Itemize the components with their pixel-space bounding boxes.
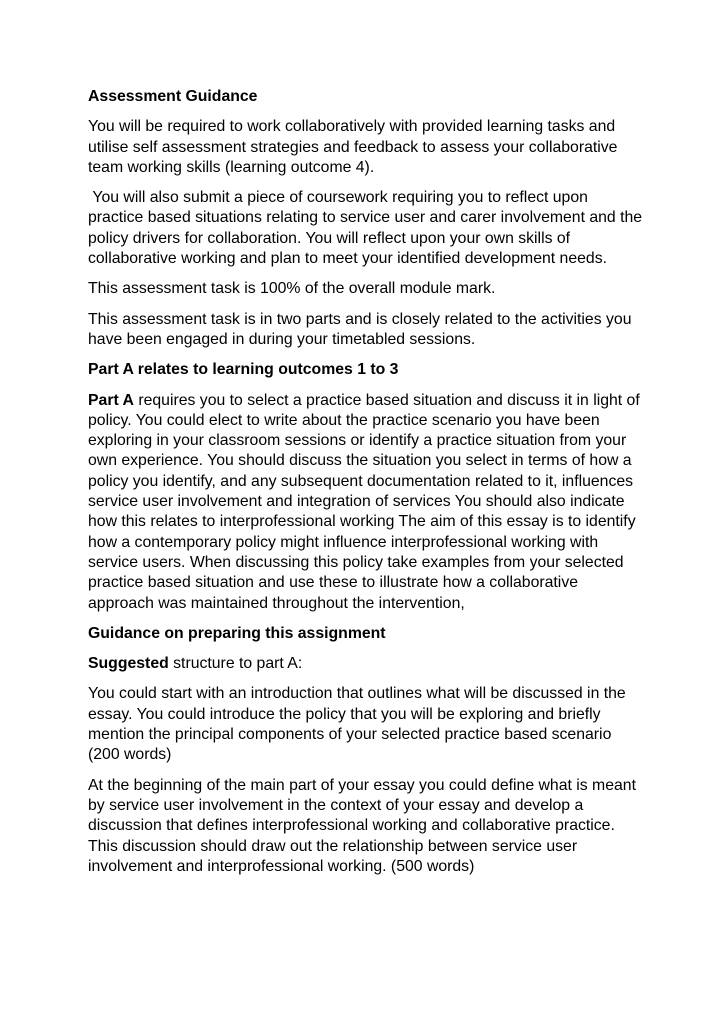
heading-assessment-guidance: Assessment Guidance: [88, 88, 258, 105]
suggested-lead: Suggested: [88, 655, 169, 673]
paragraph-module-mark: This assessment task is 100% of the overall module mark.: [88, 280, 496, 298]
paragraph-introduction: You could start with an introduction that outlines what will be discussed in the essay. You could introduce the policy that you will be exploring and briefly mention the principal components of your selected practice based scenario (200 words): [88, 685, 626, 764]
part-a-body: requires you to select a practice based situation and discuss it in light of policy. You could elect to write about the practice scenario you have been exploring in your classroom sessions or identify a practice situation from your own experience. You should discuss the situation you select in terms of how a policy you identify, and any subsequent documentation related to it, influences service user involvement and integration of services You should also indicate how this relates to interprofessional working The aim of this essay is to identify how a contemporary policy might influence interprofessional working with service users. When discussing this policy take examples from your selected practice based situation and use these to illustrate how a collaborative approach was maintained throughout the intervention,: [88, 391, 640, 612]
paragraph-collaborative-tasks: You will be required to work collaboratively with provided learning tasks and utilise self assessment strategies and feedback to assess your collaborative team working skills (learning outcome 4).: [88, 118, 618, 176]
paragraph-two-parts: This assessment task is in two parts and is closely related to the activities you have been engaged in during your timetabled sessions.: [88, 310, 632, 348]
heading-guidance: Guidance on preparing this assignment: [88, 624, 386, 642]
heading-part-a: Part A relates to learning outcomes 1 to 3: [88, 361, 399, 379]
paragraph-part-a: [88, 391, 643, 614]
part-a-lead: Part A: [88, 391, 134, 409]
paragraph-suggested-structure: [88, 654, 643, 674]
paragraph-main-part: At the beginning of the main part of your essay you could define what is meant by service user involvement in the context of your essay and develop a discussion that defines interprofessional working and collaborative practice. This discussion should draw out the relationship between service user involvement and interprofessional working. (500 words): [88, 776, 636, 875]
suggested-body: structure to part A:: [168, 655, 303, 673]
paragraph-coursework: You will also submit a piece of coursework requiring you to reflect upon practice based situations relating to service user and carer involvement and the policy drivers for collaboration. You will reflect upon your own skills of collaborative working and plan to meet your identified development needs.: [88, 189, 647, 268]
document-page: [88, 87, 647, 887]
